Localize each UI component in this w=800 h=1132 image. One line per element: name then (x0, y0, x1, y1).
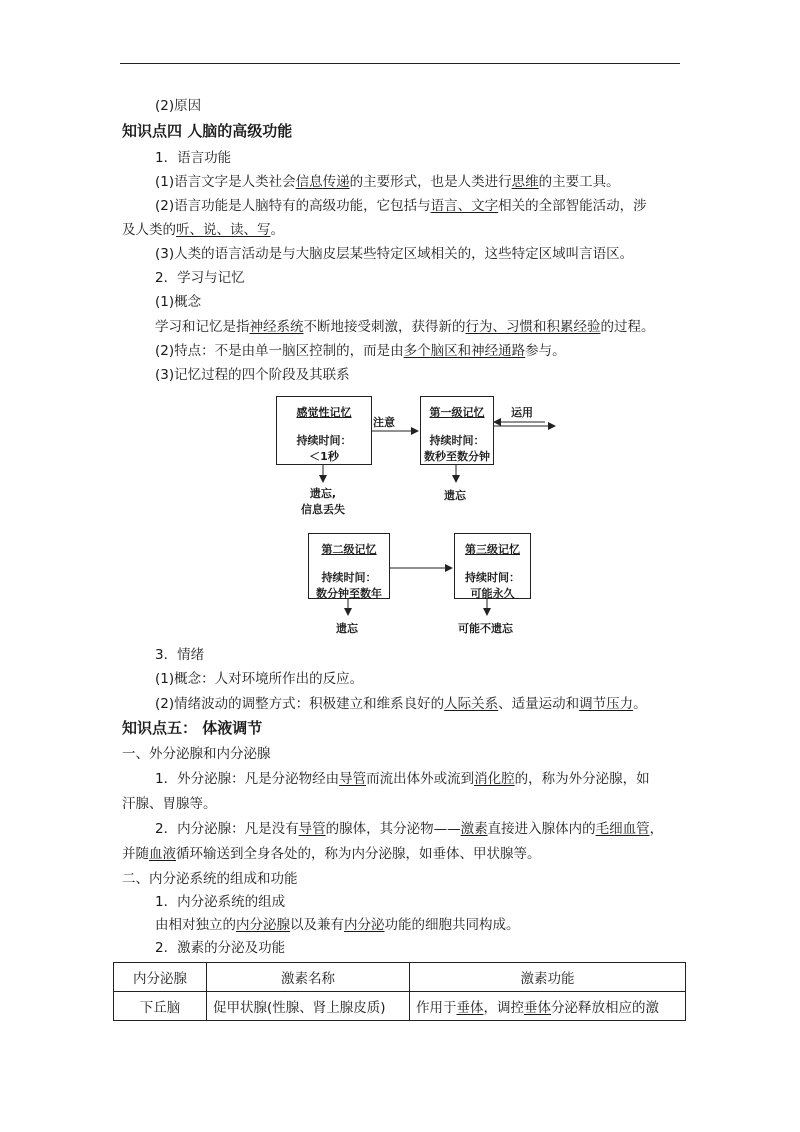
paragraph: 及人类的听、说、读、写。 (122, 222, 284, 238)
paragraph: 学习和记忆是指神经系统不断地接受刺激，获得新的行为、习惯和积累经验的过程。 (155, 319, 655, 335)
forget-label: 遗忘, 信息丢失 (301, 487, 345, 516)
subheading: 3．情绪 (155, 647, 205, 663)
text-line: (3)记忆过程的四个阶段及其联系 (155, 367, 350, 383)
subheading: 1．内分泌系统的组成 (155, 894, 286, 910)
text-line: (2)原因 (155, 98, 202, 114)
table-cell: 作用于垂体，调控垂体分泌释放相应的激 (410, 992, 686, 1021)
subheading: 1．语言功能 (155, 150, 232, 166)
not-forget-label: 可能不遗忘 (458, 622, 513, 635)
column-header: 内分泌腺 (114, 963, 207, 992)
paragraph: 并随血液循环输送到全身各处的，称为内分泌腺，如垂体、甲状腺等。 (122, 846, 541, 862)
paragraph: (1)语言文字是人类社会信息传递的主要形式，也是人类进行思维的主要工具。 (155, 174, 620, 190)
column-header: 激素名称 (207, 963, 410, 992)
column-header: 激素功能 (410, 963, 686, 992)
text-line: 一、外分泌腺和内分泌腺 (122, 746, 271, 762)
first-level-memory-box: 第一级记忆 持续时间： 数秒至数分钟 (420, 396, 494, 465)
text-line: 二、内分泌系统的组成和功能 (122, 871, 298, 887)
paragraph: 1．外分泌腺：凡是分泌物经由导管而流出体外或流到消化腔的，称为外分泌腺，如 (155, 771, 650, 787)
table-cell: 促甲状腺(性腺、肾上腺皮质) (207, 992, 410, 1021)
table-cell: 下丘脑 (114, 992, 207, 1021)
use-label: 运用 (511, 406, 533, 419)
paragraph: (3)人类的语言活动是与大脑皮层某些特定区域相关的，这些特定区域叫言语区。 (155, 246, 634, 262)
text-line: (1)概念 (155, 294, 202, 310)
paragraph: 由相对独立的内分泌腺以及兼有内分泌功能的细胞共同构成。 (155, 917, 520, 933)
subheading: 2．学习与记忆 (155, 270, 245, 286)
hormone-table (113, 962, 686, 1021)
forget-label: 遗忘 (444, 489, 466, 502)
subheading: 2．激素的分泌及功能 (155, 940, 286, 956)
paragraph: (2)语言功能是人脑特有的高级功能，它包括与语言、文字相关的全部智能活动，涉 (155, 198, 647, 214)
attention-label: 注意 (373, 416, 395, 429)
section-heading: 知识点五： 体液调节 (122, 719, 263, 737)
text-line: 汗腺、胃腺等。 (122, 796, 217, 812)
paragraph: 2．内分泌腺：凡是没有导管的腺体，其分泌物——激素直接进入腺体内的毛细血管， (155, 821, 664, 837)
table-header-row (114, 963, 686, 992)
section-heading: 知识点四 人脑的高级功能 (122, 122, 293, 140)
third-level-memory-box: 第三级记忆 持续时间： 可能永久 (454, 533, 531, 599)
table-row (114, 992, 686, 1021)
text-line: (1)概念：人对环境所作出的反应。 (155, 671, 364, 687)
paragraph: (2)情绪波动的调整方式：积极建立和维系良好的人际关系、适量运动和调节压力。 (155, 696, 647, 712)
second-level-memory-box: 第二级记忆 持续时间： 数分钟至数年 (308, 533, 390, 599)
paragraph: (2)特点：不是由单一脑区控制的，而是由多个脑区和神经通路参与。 (155, 343, 566, 359)
forget-label: 遗忘 (336, 622, 358, 635)
sensory-memory-box: 感觉性记忆 持续时间： ＜1秒 (276, 396, 372, 465)
